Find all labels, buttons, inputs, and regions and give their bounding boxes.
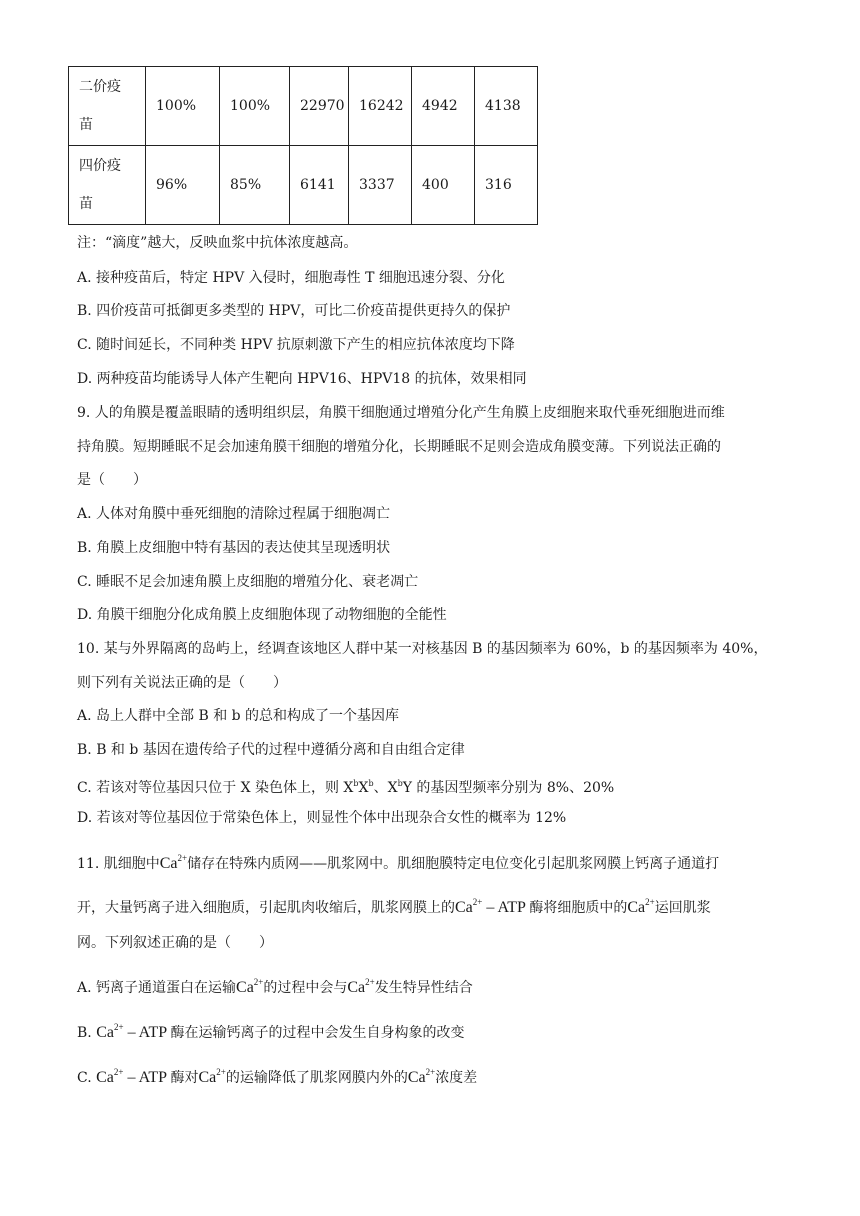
table-cell: 3337 xyxy=(349,146,412,225)
q8-option-c: C. 随时间延长，不同种类 HPV 抗原刺激下产生的相应抗体浓度均下降 xyxy=(77,337,515,353)
q11-stem-line3: 网。下列叙述正确的是（ ） xyxy=(77,935,273,951)
table-cell: 316 xyxy=(475,146,538,225)
calcium-ion-formula: $Ca^{2+}$ xyxy=(159,853,188,872)
q10-option-b: B. B 和 b 基因在遗传给子代的过程中遵循分离和自由组合定律 xyxy=(77,742,465,758)
table-cell: 4942 xyxy=(412,67,475,146)
vaccine-table xyxy=(68,66,538,225)
q9-option-c: C. 睡眠不足会加速角膜上皮细胞的增殖分化、衰老凋亡 xyxy=(77,574,419,590)
calcium-ion-formula: $Ca^{2+}$ xyxy=(198,1067,226,1086)
q11-option-a: A. 钙离子通道蛋白在运输$Ca^{2+}$的过程中会与$Ca^{2+}$发生特异性结合 xyxy=(77,977,473,996)
table-row xyxy=(69,146,538,225)
q11-stem-line2: 开，大量钙离子进入细胞质，引起肌肉收缩后，肌浆网膜上的$Ca^{2+}$ – ATP 酶将细胞质中的$Ca^{2+}$运回肌浆 xyxy=(77,897,711,916)
q9-option-a: A. 人体对角膜中垂死细胞的清除过程属于细胞凋亡 xyxy=(77,506,391,522)
table-row xyxy=(69,67,538,146)
q11-stem-line1: 11. 肌细胞中$Ca^{2+}$储存在特殊内质网——肌浆网中。肌细胞膜特定电位变化引起肌浆网膜上钙离子通道打 xyxy=(77,853,720,872)
q10-option-c: C. 若该对等位基因只位于 X 染色体上，则 $X^bX^b$、$X^bY$ 的基因型频率分别为 8%、20% xyxy=(77,779,615,796)
table-cell: 4138 xyxy=(475,67,538,146)
calcium-ion-formula: $Ca^{2+}$ xyxy=(347,977,375,996)
table-cell: 100% xyxy=(146,67,220,146)
calcium-atpase-formula: $Ca^{2+}$ – ATP xyxy=(96,1022,171,1041)
calcium-atpase-formula: $Ca^{2+}$ – ATP xyxy=(455,897,530,916)
calcium-ion-formula: $Ca^{2+}$ xyxy=(627,897,655,916)
table-cell: 22970 xyxy=(290,67,349,146)
q10-stem-line1: 10. 某与外界隔离的岛屿上，经调查该地区人群中某一对核基因 B 的基因频率为 60%，b 的基因频率为 40%， xyxy=(77,641,768,657)
q11-option-c: C. $Ca^{2+}$ – ATP 酶对$Ca^{2+}$的运输降低了肌浆网膜内外的$Ca^{2+}$浓度差 xyxy=(77,1067,478,1086)
table-cell: 100% xyxy=(220,67,290,146)
q10-option-d: D. 若该对等位基因位于常染色体上，则显性个体中出现杂合女性的概率为 12% xyxy=(77,810,567,826)
q10-option-a: A. 岛上人群中全部 B 和 b 的总和构成了一个基因库 xyxy=(77,708,400,724)
table-cell-vaccine-name: 二价疫 苗 xyxy=(69,67,146,146)
table-cell: 400 xyxy=(412,146,475,225)
q9-stem-line1: 9. 人的角膜是覆盖眼睛的透明组织层，角膜干细胞通过增殖分化产生角膜上皮细胞来取代垂死细胞进而维 xyxy=(77,405,725,421)
calcium-ion-formula: $Ca^{2+}$ xyxy=(236,977,264,996)
table-cell: 85% xyxy=(220,146,290,225)
q11-option-b: B. $Ca^{2+}$ – ATP 酶在运输钙离子的过程中会发生自身构象的改变 xyxy=(77,1022,465,1041)
table-cell: 16242 xyxy=(349,67,412,146)
calcium-ion-formula: $Ca^{2+}$ xyxy=(407,1067,436,1086)
q9-option-d: D. 角膜干细胞分化成角膜上皮细胞体现了动物细胞的全能性 xyxy=(77,607,447,623)
q8-option-a: A. 接种疫苗后，特定 HPV 入侵时，细胞毒性 T 细胞迅速分裂、分化 xyxy=(77,270,505,286)
q9-option-b: B. 角膜上皮细胞中特有基因的表达使其呈现透明状 xyxy=(77,540,391,556)
calcium-atpase-formula: $Ca^{2+}$ – ATP xyxy=(96,1067,171,1086)
q8-option-d: D. 两种疫苗均能诱导人体产生靶向 HPV16、HPV18 的抗体，效果相同 xyxy=(77,371,527,387)
table-cell-vaccine-name: 四价疫 苗 xyxy=(69,146,146,225)
q9-stem-line2: 持角膜。短期睡眠不足会加速角膜干细胞的增殖分化，长期睡眠不足则会造成角膜变薄。下列说法正确的 xyxy=(77,439,721,455)
table-cell: 6141 xyxy=(290,146,349,225)
q9-stem-line3: 是（ ） xyxy=(77,472,147,488)
q10-stem-line2: 则下列有关说法正确的是（ ） xyxy=(77,675,287,691)
q8-option-b: B. 四价疫苗可抵御更多类型的 HPV，可比二价疫苗提供更持久的保护 xyxy=(77,303,511,319)
table-cell: 96% xyxy=(146,146,220,225)
table-note: 注：“滴度”越大，反映血浆中抗体浓度越高。 xyxy=(77,235,358,251)
